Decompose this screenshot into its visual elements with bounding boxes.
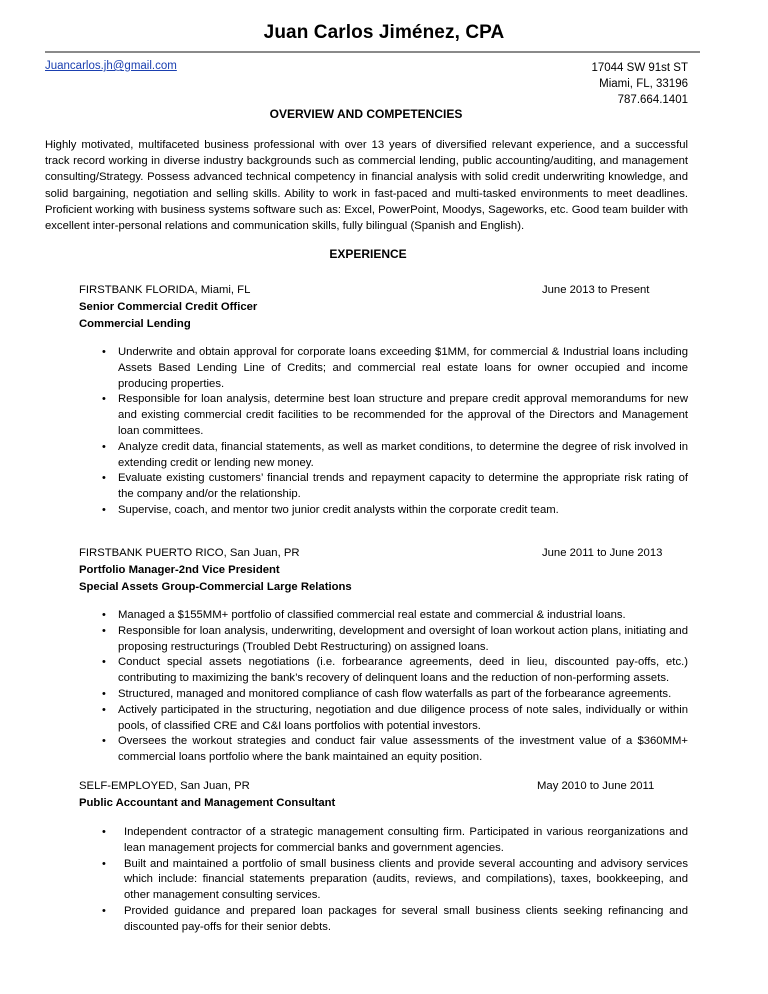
job-position: Public Accountant and Management Consultant xyxy=(79,797,336,809)
bullet-text: Conduct special assets negotiations (i.e. forbearance agreements, deed in lieu, discounted pay-offs, etc.) contributing to maximizing the bank’s recovery of delinquent loans and the reduction of non-performing assets. xyxy=(118,656,688,685)
job-bullets xyxy=(102,345,688,519)
bullet-item xyxy=(102,503,688,519)
bullet-item xyxy=(102,904,688,936)
job-dates: June 2013 to Present xyxy=(542,284,650,296)
bullet-dot: • xyxy=(102,440,106,453)
job-position: Senior Commercial Credit Officer xyxy=(79,301,258,313)
bullet-text: Provided guidance and prepared loan packages for several small business clients seeking refinancing and discounted pay-offs for their senior debts. xyxy=(124,904,688,933)
overview-heading: OVERVIEW AND COMPETENCIES xyxy=(269,107,463,121)
bullet-item xyxy=(102,687,688,703)
bullet-text: Responsible for loan analysis, underwriting, development and oversight of loan workout action plans, initiating and proposing restructurings (Troubled Debt Restructuring) on assigned loans. xyxy=(118,624,688,653)
phone-number: 787.664.1401 xyxy=(617,94,688,106)
bullet-dot: • xyxy=(102,393,106,406)
bullet-text: Responsible for loan analysis, determine best loan structure and prepare credit approval memorandums for new and existing commercial credit facilities to be recommended for the approval of the Directors and Management loan committees. xyxy=(118,393,688,437)
bullet-dot: • xyxy=(102,904,106,917)
bullet-item xyxy=(102,703,688,735)
bullet-dot: • xyxy=(102,857,106,870)
bullet-text: Built and maintained a portfolio of small business clients and provide several accounting and advisory services which include: financial statements preparation (audits, reviews, and compilations), taxes, bookkeeping, and other management consulting services. xyxy=(124,857,688,902)
job-bullets xyxy=(102,608,688,766)
bullet-item xyxy=(102,857,688,904)
bullet-item xyxy=(102,825,688,857)
job-entry xyxy=(79,545,689,596)
bullet-dot: • xyxy=(102,346,106,358)
job-entry xyxy=(79,778,689,812)
job-department: Special Assets Group-Commercial Large Relations xyxy=(79,581,352,593)
bullet-item xyxy=(102,471,688,503)
job-position: Portfolio Manager-2nd Vice President xyxy=(79,564,280,576)
bullet-dot: • xyxy=(102,656,106,669)
job-employer: FIRSTBANK FLORIDA, Miami, FL xyxy=(79,284,251,296)
bullet-text: Structured, managed and monitored compliance of cash flow waterfalls as part of the forbearance agreements. xyxy=(118,687,672,700)
address-line-1: 17044 SW 91st ST xyxy=(591,62,688,74)
overview-text: Highly motivated, multifaceted business professional with over 13 years of diversified relevant experience, and a successful track record working in diverse industry backgrounds such as commercial lending, public accounting/auditing, and management consulting/Strategy. Possess advanced technical competency in financial analysis with solid credit underwriting knowledge, and solid bargaining, negotiation and selling skills. Ability to work in fast-paced and multi-tasked environments to meet deadlines. Proficient working with business systems software such as: Excel, PowerPoint, Moodys, Sageworks, etc. Good team builder with excellent inter-personal relations and communication skills, fully bilingual (Spanish and English). xyxy=(45,139,688,233)
contact-block xyxy=(448,60,688,108)
experience-heading: EXPERIENCE xyxy=(329,247,407,261)
bullet-dot: • xyxy=(102,503,106,516)
bullet-text: Evaluate existing customers’ financial trends and repayment capacity to determine the appropriate risk rating of the company and/or the relationship. xyxy=(118,472,688,501)
bullet-item xyxy=(102,440,688,472)
bullet-item xyxy=(102,655,688,687)
job-department: Commercial Lending xyxy=(79,318,191,330)
job-dates: June 2011 to June 2013 xyxy=(542,547,663,559)
bullet-text: Supervise, coach, and mentor two junior credit analysts within the corporate credit team. xyxy=(118,503,559,516)
candidate-name: Juan Carlos Jiménez, CPA xyxy=(263,22,505,43)
bullet-dot: • xyxy=(102,735,106,748)
bullet-item xyxy=(102,392,688,439)
bullet-text: Analyze credit data, financial statements, as well as market conditions, to determine the degree of risk involved in extending credit or lending new money. xyxy=(118,440,688,469)
bullet-dot: • xyxy=(102,609,106,621)
bullet-item xyxy=(102,734,688,766)
bullet-dot: • xyxy=(102,703,106,716)
bullet-dot: • xyxy=(102,687,106,700)
job-employer: SELF-EMPLOYED, San Juan, PR xyxy=(79,780,250,792)
job-employer: FIRSTBANK PUERTO RICO, San Juan, PR xyxy=(79,547,300,559)
bullet-text: Managed a $155MM+ portfolio of classified commercial real estate and commercial & industrial loans. xyxy=(118,609,626,621)
bullet-dot: • xyxy=(102,472,106,485)
header-divider xyxy=(45,51,700,53)
email-link[interactable]: Juancarlos.jh@gmail.com xyxy=(45,60,177,72)
bullet-text: Underwrite and obtain approval for corporate loans exceeding $1MM, for commercial & Industrial loans including Assets Based Lending Line of Credits; and commercial real estate loans for owner occupied and income producing properties. xyxy=(118,346,688,390)
bullet-dot: • xyxy=(102,624,106,637)
bullet-item xyxy=(102,608,688,624)
bullet-item xyxy=(102,345,688,392)
bullet-text: Oversees the workout strategies and conduct fair value assessments of the investment value of a $360MM+ commercial loans portfolio where the bank maintained an equity position. xyxy=(118,735,688,764)
bullet-dot: • xyxy=(102,826,106,838)
job-bullets xyxy=(102,825,688,936)
job-dates: May 2010 to June 2011 xyxy=(537,780,655,792)
bullet-text: Independent contractor of a strategic management consulting firm. Participated in various reorganizations and lean management projects for commercial banks and government agencies. xyxy=(124,826,688,854)
bullet-item xyxy=(102,624,688,656)
address-line-2: Miami, FL, 33196 xyxy=(599,78,688,90)
bullet-text: Actively participated in the structuring, negotiation and due diligence process of note sales, individually or within pools, of classified CRE and C&I loans portfolios with potential investors. xyxy=(118,703,688,732)
job-entry xyxy=(79,282,689,333)
